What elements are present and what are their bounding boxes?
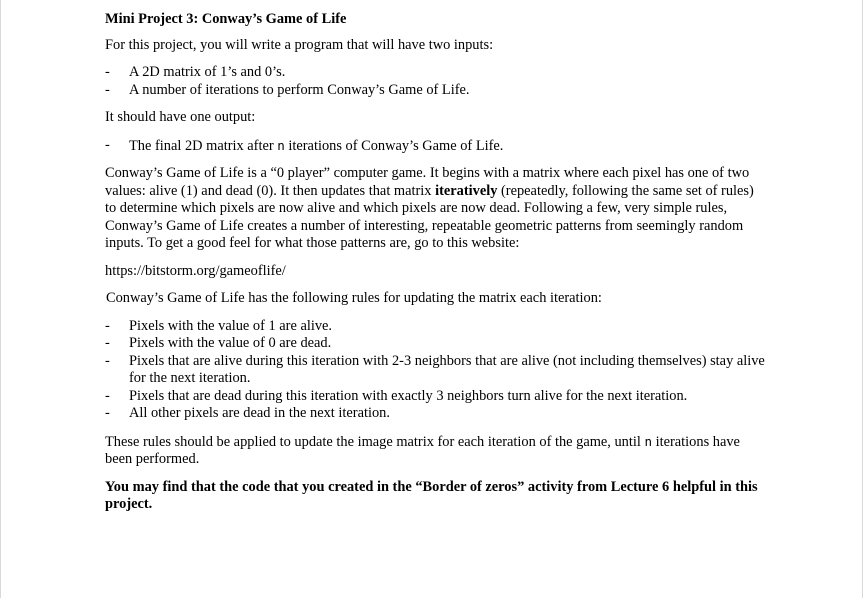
rule-birth: Pixels that are dead during this iteration with exactly 3 neighbors turn alive for the next iteration. xyxy=(129,387,688,404)
input-item-iterations: A number of iterations to perform Conway’s Game of Life. xyxy=(129,81,470,98)
list-item xyxy=(105,388,765,406)
inputs-list xyxy=(105,64,765,99)
list-item xyxy=(105,318,765,336)
list-item xyxy=(105,137,765,156)
document-content xyxy=(105,11,765,524)
list-item xyxy=(105,82,765,100)
intro-paragraph: For this project, you will write a program that will have two inputs: xyxy=(105,36,494,53)
description-part1: Conway’s Game of Life is a “0 player” computer game. It begins with a matrix where each pixel has one of two values: alive (1) and dead (0). It then updates that matrix xyxy=(105,165,750,199)
output-item-code: n xyxy=(277,137,285,153)
rule-dead: Pixels with the value of 0 are dead. xyxy=(129,335,332,351)
description-bold: iteratively xyxy=(435,182,498,199)
website-link[interactable]: https://bitstorm.org/gameoflife/ xyxy=(105,262,286,279)
dash-bullet: - xyxy=(105,405,110,421)
dash-bullet: - xyxy=(105,335,110,351)
list-item xyxy=(105,64,765,82)
dash-bullet: - xyxy=(105,352,110,369)
rule-other: All other pixels are dead in the next iteration. xyxy=(129,405,390,421)
closing-after: iterations have been performed. xyxy=(105,433,740,467)
rule-survive: Pixels that are alive during this iteration with 2-3 neighbors that are alive (not including themselves) stay alive for the next iteration. xyxy=(129,352,765,386)
output-item-after: iterations of Conway’s Game of Life. xyxy=(284,137,504,154)
note-paragraph: You may find that the code that you created in the “Border of zeros” activity from Lecture 6 helpful in this project. xyxy=(105,478,758,512)
dash-bullet: - xyxy=(105,387,110,404)
rule-alive: Pixels with the value of 1 are alive. xyxy=(129,317,333,334)
dash-bullet: - xyxy=(105,317,110,334)
list-item xyxy=(105,353,765,388)
description-part2: (repeatedly, following the same set of rules) to determine which pixels are now alive and which pixels are now dead. Following a few, very simple rules, Conway’s Game of Life creates a number of interesting, repeatable geometric patterns from seemingly random inputs. To get a good feel for what those patterns are, go to this website: xyxy=(105,182,754,251)
closing-code: n xyxy=(644,433,653,449)
rules-list xyxy=(105,318,765,423)
output-intro-paragraph: It should have one output: xyxy=(105,109,256,125)
list-item xyxy=(105,335,765,353)
output-list xyxy=(105,137,765,156)
dash-bullet: - xyxy=(105,136,110,153)
input-item-matrix: A 2D matrix of 1’s and 0’s. xyxy=(129,64,286,80)
closing-before: These rules should be applied to update the image matrix for each iteration of the game, until xyxy=(105,433,645,450)
document-title: Mini Project 3: Conway’s Game of Life xyxy=(105,11,347,27)
closing-paragraph xyxy=(105,433,765,469)
dash-bullet: - xyxy=(105,81,110,98)
list-item xyxy=(105,405,765,423)
dash-bullet: - xyxy=(105,64,110,80)
description-paragraph xyxy=(105,165,765,253)
rules-intro-paragraph: Conway’s Game of Life has the following rules for updating the matrix each iteration: xyxy=(106,290,602,306)
output-item-before: The final 2D matrix after xyxy=(129,137,278,154)
